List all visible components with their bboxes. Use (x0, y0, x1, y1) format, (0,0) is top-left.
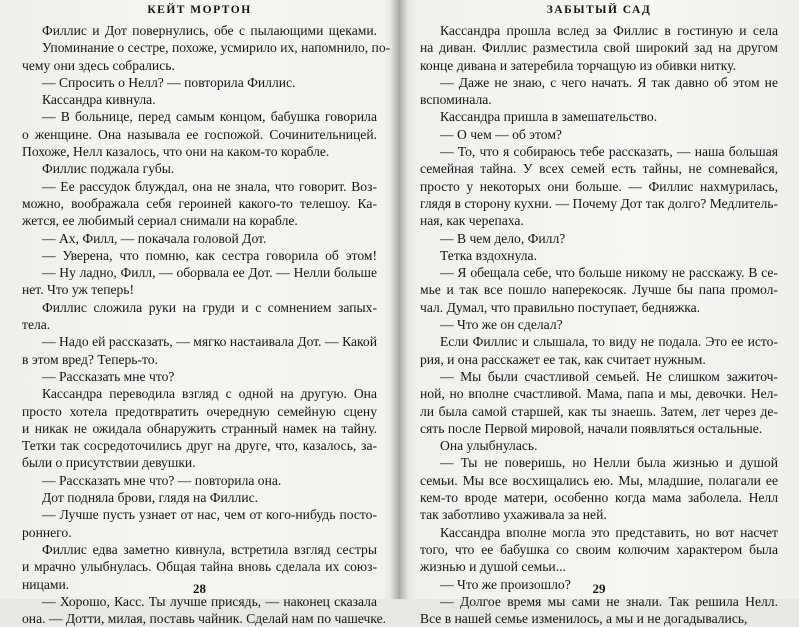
text-line: семьи. Мы все восхищались ею. Мы, младшие, полагали ее (420, 472, 778, 488)
text-line: Кассандра кивнула. (42, 92, 156, 108)
text-line: — Рассказать мне что? — повторила она. (42, 472, 282, 488)
text-line: — В больнице, перед самым концом, бабушка говорила (42, 109, 377, 125)
text-line: в этом вред? Теперь-то. (22, 351, 158, 367)
text-line: — Даже не знаю, с чего начать. Я так давно об этом не (440, 74, 778, 90)
text-line: жизнью и душой семьи... (420, 559, 566, 575)
left-page (22, 0, 391, 627)
text-line: Кассандра пришла в замешательство. (440, 109, 658, 125)
text-line: — Спросить о Нелл? — повторила Филлис. (42, 74, 296, 90)
text-line: Кассандра прошла вслед за Филлис в гостиную и села (440, 23, 778, 38)
text-line: ницами. (22, 576, 70, 592)
text-line: роннего. (22, 524, 72, 540)
text-line: просто хотела предотвратить очередную семейную сцену (22, 403, 377, 419)
text-line: были о присутствии девушки. (22, 455, 196, 471)
text-line: ной, но вполне счастливой. Мама, папа и мы, девочки. Нел- (420, 386, 778, 402)
text-line: ная, как черепаха. (420, 213, 524, 229)
text-line: мье и так все пошло наперекосяк. Лучше бы папа промол- (420, 282, 778, 298)
right-page (420, 0, 778, 627)
text-line: о женщине. Она называла ее госпожой. Сочинительницей. (22, 126, 377, 142)
text-line: Похоже, Нелл казалось, что они на каком-то корабле. (22, 144, 330, 160)
text-line: — Ах, Филл, — покачала головой Дот. (42, 230, 267, 246)
text-line: — Мы были счастливой семьей. Не слишком зажиточ- (440, 368, 778, 384)
left-running-head: КЕЙТ МОРТОН (147, 4, 252, 16)
text-line: — Лучше пусть узнает от нас, чем от кого-нибудь посто- (42, 507, 377, 523)
text-line: Она улыбнулась. (440, 438, 538, 454)
text-line: сять после Первой мировой, начали появляться остальные. (420, 420, 763, 436)
text-line: — Ее рассудок блуждал, она не знала, что говорит. Воз- (42, 178, 377, 194)
text-line: Филлис едва заметно кивнула, встретила взгляд сестры (42, 541, 377, 557)
text-line: — Я обещала себе, что больше никому не расскажу. В се- (440, 265, 778, 281)
text-line: глядя в сторону кухни. — Почему Дот так долго? Медлитель- (420, 195, 778, 211)
left-page-number: 28 (193, 581, 206, 596)
text-line: ли была самой старшей, как ты знаешь. Затем, лет через де- (420, 403, 778, 419)
text-line: того, что ее бабушка со своим колючим характером была (420, 541, 778, 557)
text-line: — Уверена, что помню, как сестра говорила об этом! (42, 247, 377, 263)
text-line: Тетки так сосредоточились друг на друге, что, казалось, за- (22, 438, 377, 454)
text-line: — В чем дело, Филл? (440, 230, 566, 246)
text-line: — То, что я собираюсь тебе рассказать, — наша большая (440, 144, 778, 160)
text-line: Филлис поджала губы. (42, 161, 175, 177)
book-gutter (390, 0, 408, 599)
text-line: — Ну ладно, Филл, — оборвала ее Дот. — Нелли больше (42, 265, 377, 281)
text-line: просто у некоторых они больше. — Филлис нахмурилась, (420, 178, 778, 194)
text-line: Кассандра переводила взгляд с одной на другую. Она (42, 386, 377, 402)
text-line: — О чем — об этом? (440, 126, 562, 142)
right-page-number: 29 (592, 581, 606, 596)
text-line: кем-то вроде матери, особенно когда мама заболела. Нелл (420, 490, 778, 506)
text-line: Филлис сложила руки на груди и с сомнением запых- (42, 299, 377, 315)
text-line: нет. Что уж теперь! (22, 282, 135, 298)
text-line: тела. (22, 317, 51, 333)
text-line: Дот подняла брови, глядя на Филлис. (42, 490, 259, 506)
text-line: — Надо ей рассказать, — мягко настаивала Дот. — Какой (42, 334, 377, 350)
text-line: и никак не ожидала обнаружить странный намек на тайну. (22, 420, 377, 436)
text-line: — Что же он сделал? (440, 317, 563, 333)
text-line: семейная тайна. У всех семей есть тайны, не сомневайся, (420, 161, 778, 177)
text-line: Упоминание о сестре, похоже, усмирило их, напомнило, по- (42, 40, 391, 56)
text-line: — Рассказать мне что? (42, 368, 175, 384)
text-line: конце дивана и затеребила торчащую из обивки нитку. (420, 57, 736, 73)
text-line: — Долгое время мы сами не знали. Так решила Нелл. (440, 593, 778, 609)
text-line: — Хорошо, Касс. Ты лучше присядь, — наконец сказала (42, 593, 377, 609)
text-line: рия, и она расскажет ее так, как считает нужным. (420, 351, 706, 367)
text-line: Все в нашей семье изменилось, а мы и не догадывались, (420, 611, 748, 627)
text-line: Филлис и Дот повернулись, обе с пылающими щеками. (42, 23, 377, 38)
right-page-text (420, 22, 778, 627)
text-line: вспоминала. (420, 92, 492, 108)
right-running-head: ЗАБЫТЫЙ САД (546, 4, 652, 16)
text-line: Если Филлис и слышала, то виду не подала. Это ее исто- (440, 334, 778, 350)
text-line: можно, воображала себя героиней какого-то телешоу. Ка- (22, 195, 377, 211)
text-line: — Что же произошло? (440, 576, 571, 592)
left-page-text (22, 22, 391, 627)
text-line: — Ты не поверишь, но Нелли была жизнью и душой (440, 455, 778, 471)
text-line: Кассандра вполне могла это представить, но вот насчет (440, 524, 778, 540)
text-line: так заботливо ухаживала за ней. (420, 507, 607, 523)
text-line: Тетка вздохнула. (440, 247, 537, 263)
text-line: она. — Дотти, милая, поставь чайник. Сделай нам по чашечке. (22, 611, 387, 627)
text-line: на диван. Филлис разместила свой широкий зад на другом (420, 40, 778, 56)
text-line: чему они здесь собрались. (22, 57, 175, 73)
text-line: и мрачно улыбнулась. Общая тайна вновь сделала их союз- (22, 559, 377, 575)
text-line: чал. Думал, что правильно поступает, бедняжка. (420, 299, 701, 315)
text-line: жется, ее любимый сериал снимали на корабле. (22, 213, 298, 229)
